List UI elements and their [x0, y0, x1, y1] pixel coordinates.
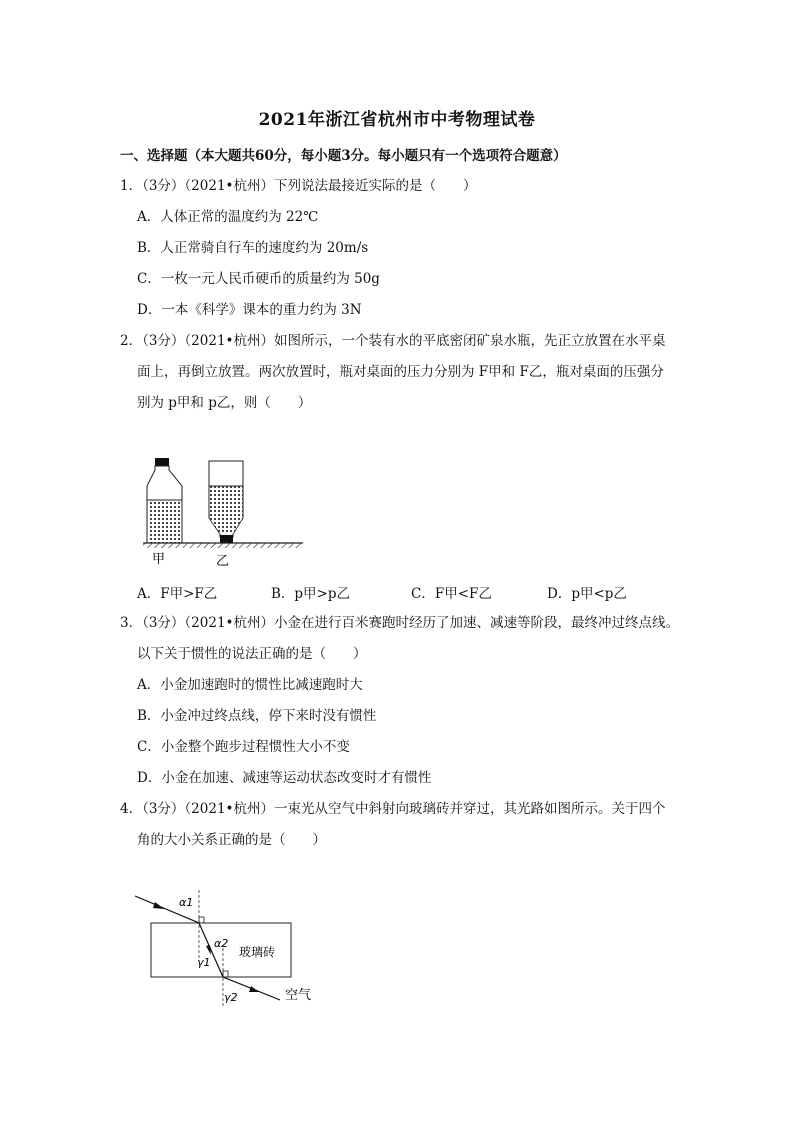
angle-alpha1: α1: [179, 896, 194, 909]
q2-option-a: A．F甲>F乙: [137, 586, 218, 602]
upright-bottle: [147, 458, 182, 543]
q4-line2: 角的大小关系正确的是（ ）: [137, 832, 326, 848]
q2-option-b: B．p甲>p乙: [271, 586, 351, 602]
page-title: 2021年浙江省杭州市中考物理试卷: [258, 110, 536, 130]
label-jia: 甲: [152, 552, 166, 567]
bottle-figure: [138, 458, 308, 568]
q3-option-c: C．小金整个跑步过程惯性大小不变: [137, 739, 350, 755]
label-air: 空气: [285, 988, 312, 1003]
q1-option-b: B．人正常骑自行车的速度约为 20m/s: [137, 240, 369, 256]
q1-option-a: A．人体正常的温度约为 22℃: [137, 209, 319, 225]
q2-option-d: D．p甲<p乙: [547, 586, 627, 602]
q1-option-d: D．一本《科学》课本的重力约为 3N: [137, 302, 362, 318]
q3-line2: 以下关于惯性的说法正确的是（ ）: [137, 646, 367, 662]
table-surface: [143, 543, 303, 548]
q2-option-c: C．F甲<F乙: [411, 586, 492, 602]
q3-option-a: A．小金加速跑时的惯性比减速跑时大: [137, 677, 363, 693]
angle-alpha2: α2: [214, 937, 229, 950]
q2-line2: 面上，再倒立放置。两次放置时，瓶对桌面的压力分别为 F甲和 F乙，瓶对桌面的压强分: [137, 364, 664, 380]
q3-option-b: B．小金冲过终点线，停下来时没有惯性: [137, 708, 377, 724]
q2-line1: 2．（3分）（2021•杭州）如图所示，一个装有水的平底密闭矿泉水瓶，先正立放置在水平桌: [120, 333, 666, 349]
q3-line1: 3．（3分）（2021•杭州）小金在进行百米赛跑时经历了加速、减速等阶段，最终冲过终点线。: [120, 615, 679, 631]
q4-line1: 4．（3分）（2021•杭州）一束光从空气中斜射向玻璃砖并穿过，其光路如图所示。关于四个: [120, 801, 666, 817]
inverted-bottle: [209, 461, 243, 543]
q2-line3: 别为 p甲和 p乙，则（ ）: [137, 395, 312, 411]
label-yi: 乙: [216, 554, 230, 568]
label-glass: 玻璃砖: [239, 945, 276, 959]
angle-gamma2: γ2: [224, 991, 238, 1004]
q3-option-d: D．小金在加速、减速等运动状态改变时才有惯性: [137, 770, 432, 786]
q1-stem: 1．（3分）（2021•杭州）下列说法最接近实际的是（ ）: [120, 178, 477, 194]
q1-option-c: C．一枚一元人民币硬币的质量约为 50g: [137, 271, 380, 287]
section-heading: 一、选择题（本大题共60分，每小题3分。每小题只有一个选项符合题意）: [120, 148, 567, 164]
refraction-figure: [135, 868, 355, 1013]
angle-gamma1: γ1: [197, 956, 211, 969]
